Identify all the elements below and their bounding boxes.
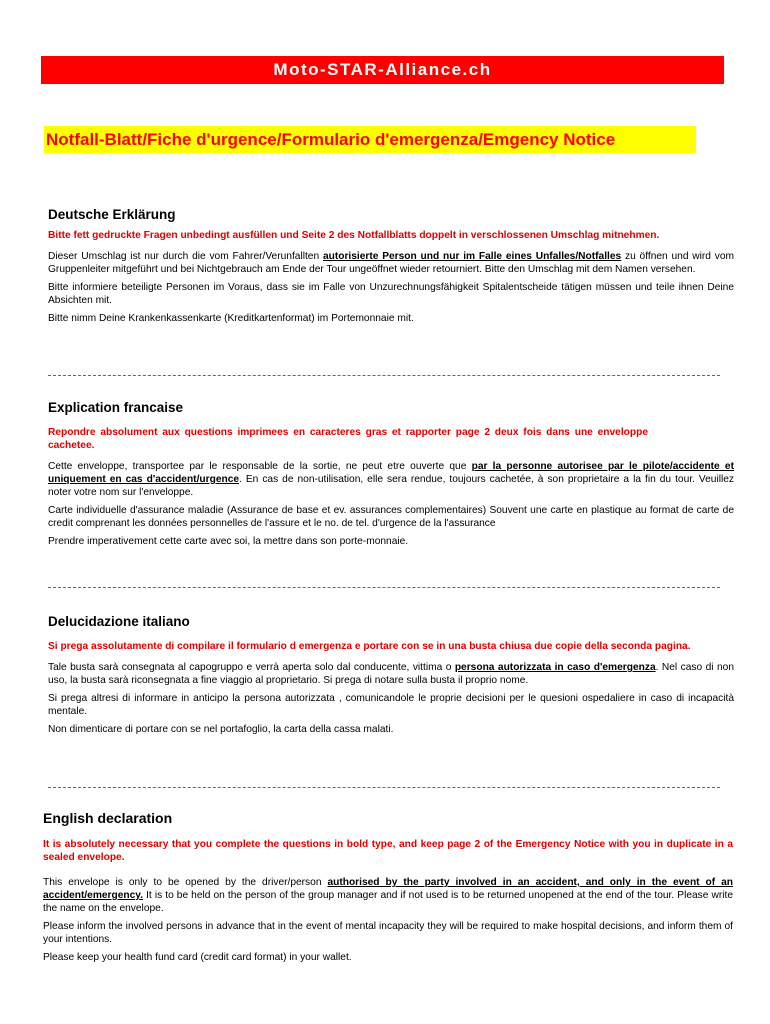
section-french [48,400,734,553]
highlighted-text: par la personne autorisee par le pilote/accidente et uniquement en cas d'accident/urgence [48,461,734,485]
section-paragraph: Cette enveloppe, transportee par le responsable de la sortie, ne peut etre ouverte que par la personne autorisee par le pilote/accidente et uniquement en cas d'accident/urgence. En cas de non-utilisation, elle sera rendue, toujours cachetée, à son proprietaire a la fin du tour. Veuillez noter votre nom sur l'enveloppe. [48,461,734,498]
section-warning: Bitte fett gedruckte Fragen unbedingt ausfüllen und Seite 2 des Notfallblatts doppelt in verschlossenen Umschlag mitnehmen. [48,230,660,241]
section-paragraph: Bitte nimm Deine Krankenkassenkarte (Kreditkartenformat) im Portemonnaie mit. [48,313,414,324]
section-paragraph: Dieser Umschlag ist nur durch die vom Fahrer/Verunfallten autorisierte Person und nur im Falle eines Unfalles/Notfalles zu öffnen und wird vom Gruppenleiter mitgeführt und bei Nichtgebrauch am Ende der Tour ungeöffnet wieder retourniert. Bitte den Umschlag mit dem Namen versehen. [48,251,734,275]
section-divider [48,787,720,788]
site-banner: Moto-STAR-Alliance.ch [41,56,724,84]
section-paragraph: Non dimenticare di portare con se nel portafoglio, la carta della cassa malati. [48,724,394,735]
section-paragraph: This envelope is only to be opened by the driver/person authorised by the party involved in an accident, and only in the event of an accident/emergency. It is to be held on the person of the group manager and if not used is to be returned unopened at the end of the tour. Please write the name on the envelope. [43,877,733,914]
section-heading: Delucidazione italiano [48,614,190,629]
highlighted-text: autorisierte Person und nur im Falle eines Unfalles/Notfalles [322,251,622,262]
highlighted-text: authorised by the party involved in an accident, and only in the event of an accident/emergency. [43,877,733,901]
section-heading: Explication francaise [48,400,184,415]
section-paragraph: Prendre imperativement cette carte avec soi, la mettre dans son porte-monnaie. [48,536,409,547]
section-warning: Repondre absolument aux questions imprimees en caracteres gras et rapporter page 2 deux fois dans une enveloppe cachetee. [48,427,648,451]
section-divider [48,375,720,376]
section-paragraph: Si prega altresi di informare in anticipo la persona autorizzata , comunicandole le proprie decisioni per le quesioni ospedaliere in caso di incapacità mentale. [48,693,734,717]
section-heading: English declaration [43,810,173,826]
section-paragraph: Tale busta sarà consegnata al capogruppo e verrà aperta solo dal conducente, vittima o persona autorizzata in caso d'emergenza. Nel caso di non uso, la busta sarà riconsegnata a fine viaggio al proprietario. Si prega di notare sulla busta il proprio nome. [48,662,734,686]
section-italian [48,614,734,741]
document-title: Notfall-Blatt/Fiche d'urgence/Formulario d'emergenza/Emgency Notice [44,126,696,153]
section-paragraph: Please inform the involved persons in advance that in the event of mental incapacity they will be required to make hospital decisions, and inform them of your intentions. [43,921,733,945]
section-heading: Deutsche Erklärung [48,207,176,222]
section-german [48,207,734,330]
section-warning: Si prega assolutamente di compilare il formulario d emergenza e portare con se in una busta chiusa due copie della seconda pagina. [48,641,691,652]
section-divider [48,587,720,588]
section-english [43,810,733,969]
highlighted-text: persona autorizzata in caso d'emergenza [454,662,656,673]
section-paragraph: Please keep your health fund card (credit card format) in your wallet. [43,952,352,963]
section-paragraph: Carte individuelle d'assurance maladie (Assurance de base et ev. assurances complementaires) Souvent une carte en plastique au format de carte de credit comprenant les données personnelles de l'assure et le no. de tel. d'urgence de la l'assurance [48,505,734,529]
section-paragraph: Bitte informiere beteiligte Personen im Voraus, dass sie im Falle von Unzurechnungsfähigkeit Spitalentscheide tätigen müssen und teile ihnen Deine Absichten mit. [48,282,734,306]
section-warning: It is absolutely necessary that you complete the questions in bold type, and keep page 2 of the Emergency Notice with you in duplicate in a sealed envelope. [43,839,733,863]
